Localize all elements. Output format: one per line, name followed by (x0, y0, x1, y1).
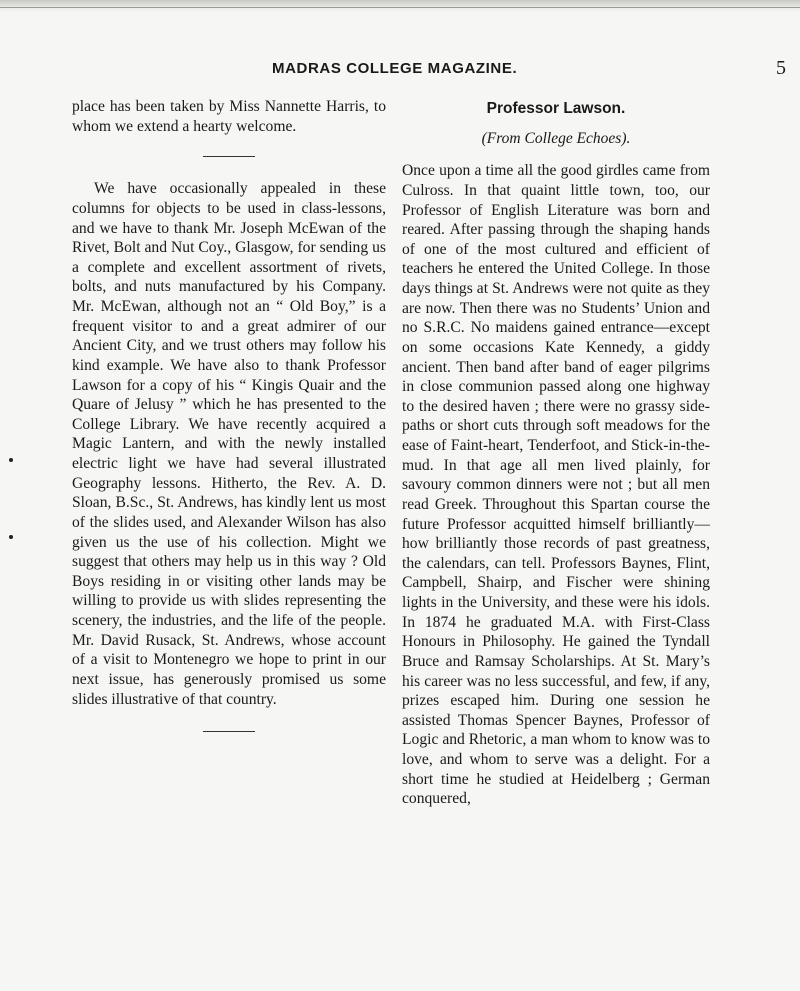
left-column (72, 97, 386, 732)
notice-paragraph: We have occasionally appealed in these columns for objects to be used in class-lessons, and we have to thank Mr. Joseph McEwan of the Rivet, Bolt and Nut Coy., Glasgow, for sending us a complete and excellent assortment of rivets, bolts, and nuts manufactured by his Company. Mr. McEwan, although not an “ Old Boy,” is a frequent visitor to and a great admirer of our Ancient City, and we trust others may follow his kind example. We have also to thank Professor Lawson for a copy of his “ Kingis Quair and the Quare of Jelusy ” which he has presented to the College Library. We have recently acquired a Magic Lantern, and with the newly installed electric light we have had several illustrated Geography lessons. Hitherto, the Rev. A. D. Sloan, B.Sc., St. Andrews, has kindly lent us most of the slides used, and Alexander Wilson has also given us the use of his collection. Might we suggest that others may help us in this way ? Old Boys residing in or visiting other lands may be willing to provide us with slides representing the scenery, the industries, and the life of the people. Mr. David Rusack, St. Andrews, whose account of a visit to Montenegro we hope to print in our next issue, has generously promised us some slides illustrative of that country. (72, 180, 386, 708)
page-header (0, 57, 800, 84)
article-title: Professor Lawson. (486, 100, 626, 117)
article-body: Once upon a time all the good girdles came from Culross. In that quaint little town, too, our Professor of English Literature was born and reared. After passing through the shaping hands of one of the most cultured and efficient of teachers he entered the United College. In those days things at St. Andrews were not quite as they are now. Then there was no Students’ Union and no S.R.C. No maidens gained entrance—except on some occasions Kate Kennedy, a giddy ancient. Then band after band of eager pilgrims in close communion passed along one highway to the desired haven ; there were no grassy side-paths or short cuts through soft meadows for the ease of Faint-heart, Tenderfoot, and Stick-in-the-mud. In that age all men lived plainly, for savoury common dinners were not ; but all men read Greek. Throughout this Spartan course the future Professor acquitted himself brilliantly—how brilliantly those records of past greatness, the calendars, can tell. Professors Baynes, Flint, Campbell, Shairp, and Fischer were shining lights in the University, and these were his idols. In 1874 he graduated M.A. with First-Class Honours in Philosophy. He gained the Tyndall Bruce and Ramsay Scholarships. At St. Mary’s his career was no less successful, and few, if any, prizes escaped him. During one session he assisted Thomas Spencer Baynes, Professor of Logic and Rhetoric, a man whom to know was to love, and whom to serve was a delight. For a short time he studied at Heidelberg ; German conquered, (402, 162, 710, 808)
page-number: 5 (776, 57, 786, 79)
section-separator (203, 731, 255, 732)
margin-dot-mark (9, 535, 13, 539)
section-separator (203, 156, 255, 157)
article-source: (From College Echoes). (481, 129, 631, 147)
margin-dot-mark (9, 458, 13, 462)
running-title: MADRAS COLLEGE MAGAZINE. (272, 60, 518, 77)
right-column (402, 97, 710, 809)
page-top-edge (0, 0, 800, 12)
continued-paragraph: place has been taken by Miss Nannette Harris, to whom we extend a hearty welcome. (72, 98, 386, 135)
